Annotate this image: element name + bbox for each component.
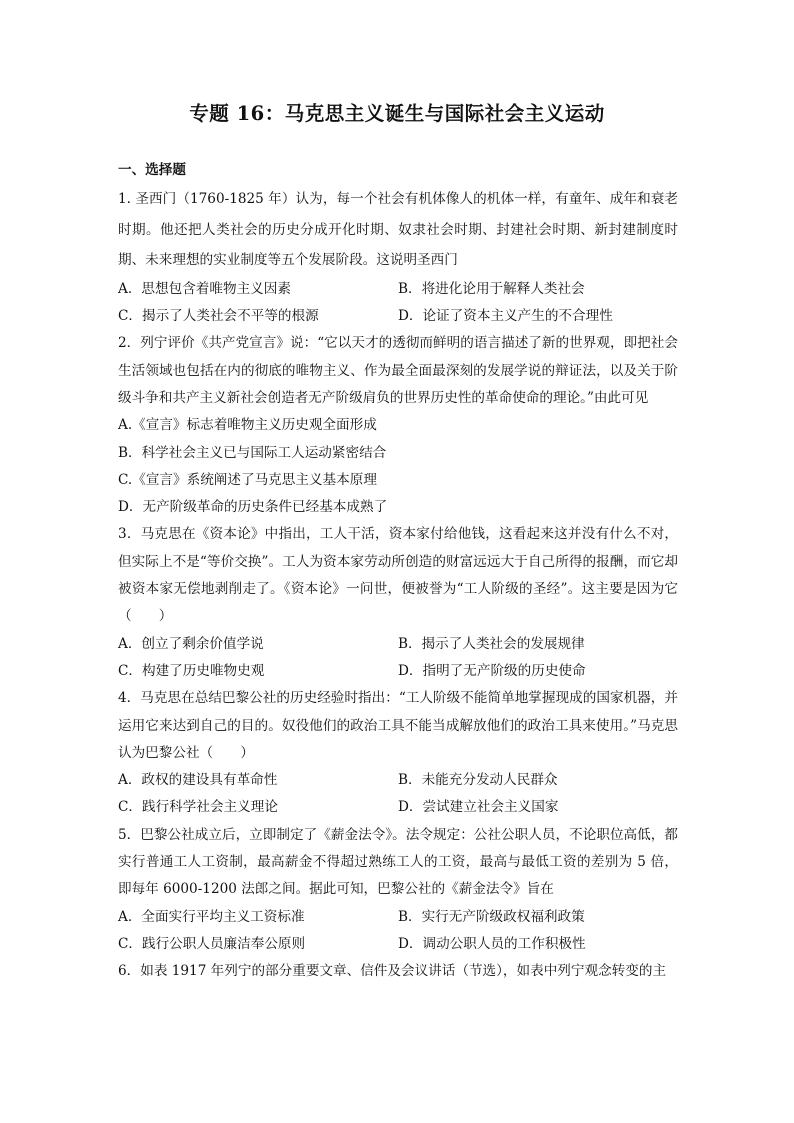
question-stem: 3．马克思在《资本论》中指出，工人干活，资本家付给他钱，这看起来这并没有什么不对，但实际上不是“等价交换”。工人为资本家劳动所创造的财富远远大于自己所得的报酬，而它却被资本家无偿地剥削走了。《资本论》一问世，便被誉为“工人阶级的圣经”。这主要是因为它（ ） (118, 526, 678, 625)
option-row (118, 276, 678, 303)
page-title: 专题 16：马克思主义诞生与国际社会主义运动 (189, 102, 605, 125)
option-b: B．揭示了人类社会的发展规律 (398, 635, 585, 652)
question-1 (118, 184, 678, 330)
question-3 (118, 521, 678, 685)
option-row (118, 904, 678, 931)
question-5 (118, 822, 678, 958)
option-c: C.《宣言》系统阐述了马克思主义基本原理 (118, 471, 377, 488)
option-a: A．政权的建设具有革命性 (118, 772, 278, 789)
option-row (118, 631, 678, 658)
option-row (118, 658, 678, 685)
option-a: A．思想包含着唯物主义因素 (118, 280, 291, 297)
option-b: B．未能充分发动人民群众 (398, 772, 558, 789)
option-d: D．指明了无产阶级的历史使命 (398, 662, 586, 679)
option-b: B．将进化论用于解释人类社会 (398, 280, 585, 297)
option-b: B．科学社会主义已与国际工人运动紧密结合 (118, 444, 387, 461)
question-stem: 2．列宁评价《共产党宣言》说：“它以天才的透彻而鲜明的语言描述了新的世界观，即把社会生活领域也包括在内的彻底的唯物主义、作为最全面最深刻的发展学说的辩证法，以及关于阶级斗争和共产主义新社会创造者无产阶级肩负的世界历史性的革命使命的理论。”由此可见 (118, 335, 678, 406)
question-2 (118, 330, 678, 521)
option-a: A．全面实行平均主义工资标准 (118, 908, 305, 925)
question-6 (118, 958, 678, 985)
option-row (118, 303, 678, 330)
option-d: D．论证了资本主义产生的不合理性 (398, 308, 613, 325)
option-d: D．尝试建立社会主义国家 (398, 799, 559, 816)
option-c: C．揭示了人类社会不平等的根源 (118, 308, 319, 325)
option-c: C．践行公职人员廉洁奉公原则 (118, 935, 306, 952)
option-row (118, 794, 678, 821)
section-heading: 一、选择题 (118, 162, 186, 178)
question-stem: 5．巴黎公社成立后，立即制定了《薪金法令》。法令规定：公社公职人员，不论职位高低，都实行普通工人工资制，最高薪金不得超过熟练工人的工资，最高与最低工资的差别为 5 倍，即每年 6000-1200 法郎之间。据此可知，巴黎公社的《薪金法令》旨在 (118, 826, 678, 898)
question-4 (118, 685, 678, 821)
option-b: B．实行无产阶级政权福利政策 (398, 908, 585, 925)
option-a: A．创立了剩余价值学说 (118, 635, 264, 652)
option-row (118, 931, 678, 958)
option-c: C．践行科学社会主义理论 (118, 799, 278, 816)
question-stem: 4．马克思在总结巴黎公社的历史经验时指出：“工人阶级不能简单地掌握现成的国家机器，并运用它来达到自己的目的。奴役他们的政治工具不能当成解放他们的政治工具来使用。”马克思认为巴黎公社（ ） (118, 690, 678, 761)
option-c: C．构建了历史唯物史观 (118, 662, 265, 679)
option-d: D．调动公职人员的工作积极性 (398, 935, 586, 952)
question-stem: 6．如表 1917 年列宁的部分重要文章、信件及会议讲话（节选），如表中列宁观念转变的主 (118, 963, 667, 980)
option-row (118, 767, 678, 794)
question-stem: 1. 圣西门（1760-1825 年）认为，每一个社会有机体像人的机体一样，有童年、成年和衰老时期。他还把人类社会的历史分成开化时期、奴隶社会时期、封建社会时期、新封建制度时期、未来理想的实业制度等五个发展阶段。这说明圣西门 (118, 191, 678, 269)
option-a: A.《宣言》标志着唯物主义历史观全面形成 (118, 417, 377, 434)
document-body (118, 157, 678, 986)
option-d: D．无产阶级革命的历史条件已经基本成熟了 (118, 499, 388, 516)
